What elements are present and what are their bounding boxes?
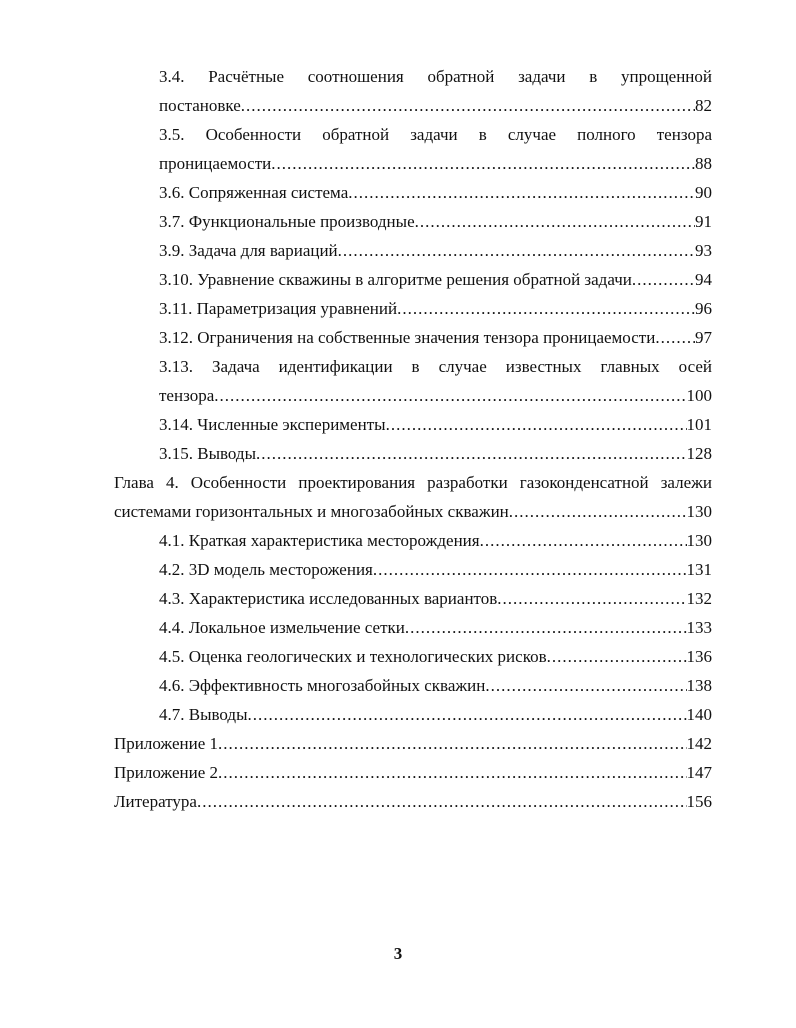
toc-leader-dots: [547, 642, 687, 671]
toc-entry-title: тензора: [159, 386, 215, 405]
toc-entry-page: 90: [695, 183, 712, 202]
toc-entry-page: 100: [686, 386, 712, 405]
toc-leader-dots: [485, 671, 686, 700]
toc-leader-dots: [197, 787, 687, 816]
toc-entry-3-4-line1: [114, 62, 712, 91]
toc-entry-title: 3.5. Особенности обратной задачи в случае полного тензора: [159, 125, 712, 144]
toc-entry-page: 133: [686, 618, 712, 637]
toc-entry-page: 91: [695, 212, 712, 231]
toc-entry-4-4: [114, 613, 712, 642]
toc-entry-title: 3.10. Уравнение скважины в алгоритме решения обратной задачи: [159, 270, 632, 289]
toc-entry-title: Приложение 2: [114, 763, 218, 782]
toc-chapter-4: [114, 497, 712, 526]
toc-entry-page: 138: [686, 676, 712, 695]
toc-chapter-title: системами горизонтальных и многозабойных скважин: [114, 502, 509, 521]
toc-leader-dots: [214, 381, 686, 410]
toc-leader-dots: [655, 323, 695, 352]
toc-entry-page: 142: [686, 734, 712, 753]
toc-entry-3-14: [114, 410, 712, 439]
toc-entry-3-5-line1: [114, 120, 712, 149]
toc-entry-title: 3.14. Численные эксперименты: [159, 415, 386, 434]
toc-entry-title: 4.2. 3D модель месторожения: [159, 560, 373, 579]
toc-entry-title: 3.13. Задача идентификации в случае известных главных осей: [159, 357, 712, 376]
toc-leader-dots: [415, 207, 695, 236]
toc-leader-dots: [338, 236, 695, 265]
toc-leader-dots: [218, 758, 687, 787]
toc-entry-title: 4.4. Локальное измельчение сетки: [159, 618, 405, 637]
page-number: 3: [393, 944, 403, 963]
toc-entry-page: 93: [695, 241, 712, 260]
toc-entry-title: 3.4. Расчётные соотношения обратной задачи в упрощенной: [159, 67, 712, 86]
toc-entry-title: Литература: [114, 792, 197, 811]
toc-entry-3-9: [114, 236, 712, 265]
toc-entry-page: 96: [695, 299, 712, 318]
toc-entry-page: 136: [686, 647, 712, 666]
toc-entry-page: 140: [686, 705, 712, 724]
toc-leader-dots: [497, 584, 686, 613]
toc-entry-3-10: [114, 265, 712, 294]
toc-entry-page: 88: [695, 154, 712, 173]
toc-leader-dots: [373, 555, 687, 584]
table-of-contents: [114, 62, 712, 816]
toc-leader-dots: [405, 613, 687, 642]
toc-entry-page: 156: [686, 792, 712, 811]
toc-entry-4-7: [114, 700, 712, 729]
toc-entry-title: 3.12. Ограничения на собственные значения тензора проницаемости: [159, 328, 656, 347]
toc-leader-dots: [241, 91, 695, 120]
toc-entry-page: 132: [686, 589, 712, 608]
toc-leader-dots: [397, 294, 695, 323]
toc-leader-dots: [248, 700, 687, 729]
toc-entry-4-5: [114, 642, 712, 671]
toc-chapter-4-line1: [114, 468, 712, 497]
toc-entry-title: 4.5. Оценка геологических и технологических рисков: [159, 647, 547, 666]
toc-entry-3-5: [114, 149, 712, 178]
toc-entry-4-2: [114, 555, 712, 584]
toc-entry-3-6: [114, 178, 712, 207]
toc-leader-dots: [271, 149, 695, 178]
toc-leader-dots: [256, 439, 686, 468]
toc-entry-page: 130: [686, 502, 712, 521]
toc-entry-3-11: [114, 294, 712, 323]
toc-entry-3-13-line1: [114, 352, 712, 381]
toc-entry-title: 3.9. Задача для вариаций: [159, 241, 338, 260]
toc-entry-title: постановке: [159, 96, 241, 115]
toc-entry-title: 3.15. Выводы: [159, 444, 257, 463]
toc-entry-page: 131: [686, 560, 712, 579]
toc-entry-title: проницаемости: [159, 154, 272, 173]
toc-entry-title: Приложение 1: [114, 734, 218, 753]
toc-entry-3-12: [114, 323, 712, 352]
toc-entry-title: 4.6. Эффективность многозабойных скважин: [159, 676, 486, 695]
toc-leader-dots: [218, 729, 687, 758]
toc-entry-page: 130: [686, 531, 712, 550]
toc-entry-4-3: [114, 584, 712, 613]
toc-chapter-title: Глава 4. Особенности проектирования разработки газоконденсатной залежи: [114, 473, 712, 492]
toc-appendix-1: [114, 729, 712, 758]
toc-entry-page: 82: [695, 96, 712, 115]
toc-entry-page: 101: [686, 415, 712, 434]
toc-entry-4-1: [114, 526, 712, 555]
toc-entry-3-7: [114, 207, 712, 236]
toc-entry-3-13: [114, 381, 712, 410]
toc-entry-title: 3.6. Сопряженная система: [159, 183, 349, 202]
toc-leader-dots: [386, 410, 687, 439]
toc-entry-page: 97: [695, 328, 712, 347]
toc-leader-dots: [632, 265, 695, 294]
toc-entry-title: 4.7. Выводы: [159, 705, 248, 724]
toc-literature: [114, 787, 712, 816]
toc-entry-title: 3.7. Функциональные производные: [159, 212, 415, 231]
toc-entry-page: 94: [695, 270, 712, 289]
toc-appendix-2: [114, 758, 712, 787]
toc-entry-page: 147: [686, 763, 712, 782]
toc-entry-4-6: [114, 671, 712, 700]
toc-entry-title: 4.1. Краткая характеристика месторождения: [159, 531, 480, 550]
toc-leader-dots: [348, 178, 695, 207]
toc-leader-dots: [480, 526, 687, 555]
toc-entry-title: 4.3. Характеристика исследованных вариантов: [159, 589, 498, 608]
toc-entry-3-15: [114, 439, 712, 468]
toc-leader-dots: [509, 497, 687, 526]
toc-entry-title: 3.11. Параметризация уравнений: [159, 299, 398, 318]
toc-entry-3-4: [114, 91, 712, 120]
toc-entry-page: 128: [686, 444, 712, 463]
